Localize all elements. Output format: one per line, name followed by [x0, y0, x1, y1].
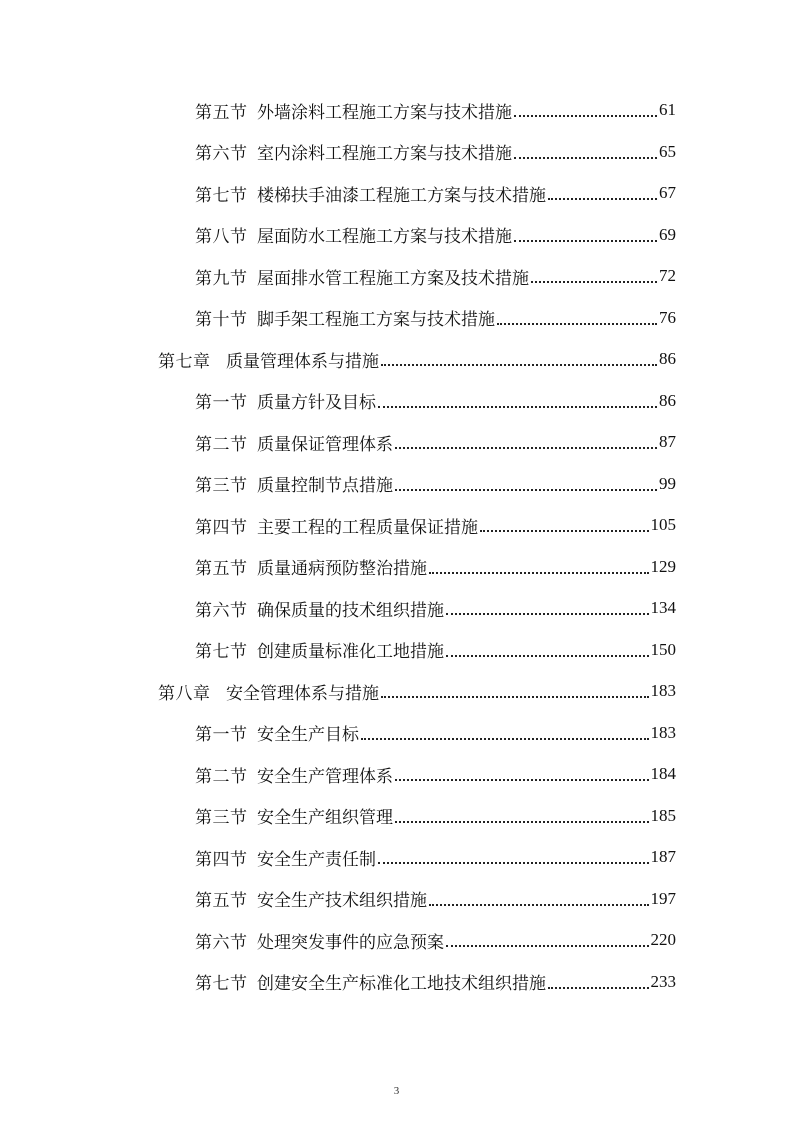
toc-entry-title: 外墙涂料工程施工方案与技术措施	[257, 102, 512, 123]
dot-leader	[497, 322, 657, 325]
dot-leader	[429, 903, 649, 906]
dot-leader	[548, 197, 657, 200]
toc-entry-page: 99	[659, 473, 676, 493]
toc-entry-prefix: 第二节	[195, 766, 248, 787]
toc-entry-page: 86	[659, 349, 676, 368]
toc-entry[interactable]	[195, 381, 676, 421]
toc-entry-page: 233	[650, 971, 676, 991]
toc-entry-title: 质量通病预防整治措施	[257, 559, 427, 579]
toc-entry[interactable]	[195, 215, 676, 255]
toc-entry[interactable]	[195, 90, 676, 130]
toc-chapter-entry[interactable]	[158, 671, 676, 711]
dot-leader	[378, 405, 657, 408]
toc-entry[interactable]	[195, 962, 676, 1002]
toc-entry-title: 质量管理体系与措施	[226, 351, 379, 372]
toc-entry[interactable]	[195, 879, 676, 919]
dot-leader	[381, 363, 657, 366]
toc-entry-prefix: 第七节	[195, 642, 248, 662]
toc-entry-page: 87	[659, 432, 676, 451]
toc-entry-page: 134	[650, 598, 676, 617]
toc-entry-prefix: 第七节	[195, 974, 248, 994]
toc-entry-page: 187	[650, 847, 676, 866]
toc-entry-prefix: 第二节	[195, 434, 248, 455]
dot-leader	[381, 695, 649, 698]
dot-leader	[395, 778, 649, 781]
toc-entry-page: 220	[650, 930, 676, 949]
toc-entry-title: 质量控制节点措施	[257, 476, 393, 496]
dot-leader	[531, 280, 657, 283]
toc-entry[interactable]	[195, 132, 676, 172]
toc-chapter-entry[interactable]	[158, 339, 676, 379]
dot-leader	[514, 114, 657, 117]
toc-entry-page: 105	[650, 515, 676, 534]
toc-entry-prefix: 第四节	[195, 849, 248, 870]
toc-entry-title: 安全生产技术组织措施	[257, 891, 427, 911]
toc-entry-prefix: 第九节	[195, 268, 248, 289]
toc-entry-prefix: 第八章	[158, 683, 211, 704]
toc-entry-title: 安全生产目标	[257, 725, 359, 745]
toc-entry-prefix: 第五节	[195, 559, 248, 579]
toc-entry-prefix: 第七章	[158, 351, 211, 372]
toc-entry-title: 主要工程的工程质量保证措施	[257, 517, 478, 538]
toc-entry-page: 65	[659, 141, 676, 161]
toc-entry-page: 72	[659, 266, 676, 285]
dot-leader	[480, 529, 649, 532]
toc-entry-page: 185	[650, 805, 676, 825]
toc-entry-prefix: 第十节	[195, 310, 248, 330]
toc-entry-page: 183	[650, 681, 676, 700]
toc-entry[interactable]	[195, 630, 676, 670]
toc-entry-title: 创建质量标准化工地措施	[257, 642, 444, 662]
toc-entry-page: 184	[650, 764, 676, 783]
toc-entry-title: 楼梯扶手油漆工程施工方案与技术措施	[257, 185, 546, 206]
toc-entry-title: 室内涂料工程施工方案与技术措施	[257, 144, 512, 164]
toc-entry-title: 处理突发事件的应急预案	[257, 932, 444, 953]
dot-leader	[514, 156, 657, 159]
toc-entry[interactable]	[195, 298, 676, 338]
dot-leader	[446, 654, 649, 657]
toc-entry-title: 安全生产责任制	[257, 849, 376, 870]
toc-entry-prefix: 第三节	[195, 808, 248, 828]
dot-leader	[446, 944, 649, 947]
toc-entry-page: 86	[659, 390, 676, 410]
toc-entry-title: 质量方针及目标	[257, 393, 376, 413]
toc-entry-title: 确保质量的技术组织措施	[257, 600, 444, 621]
toc-entry[interactable]	[195, 422, 676, 462]
toc-entry-title: 屋面防水工程施工方案与技术措施	[257, 227, 512, 247]
dot-leader	[429, 571, 649, 574]
toc-entry-title: 质量保证管理体系	[257, 434, 393, 455]
toc-entry-page: 183	[650, 722, 676, 742]
toc-entry-prefix: 第七节	[195, 185, 248, 206]
toc-entry[interactable]	[195, 464, 676, 504]
dot-leader	[395, 820, 649, 823]
toc-entry-title: 创建安全生产标准化工地技术组织措施	[257, 974, 546, 994]
dot-leader	[395, 446, 657, 449]
page-number: 3	[393, 1085, 400, 1097]
toc-entry-prefix: 第四节	[195, 517, 248, 538]
toc-entry-page: 67	[659, 183, 676, 202]
toc-entry-prefix: 第五节	[195, 102, 248, 123]
toc-entry[interactable]	[195, 588, 676, 628]
toc-entry-page: 61	[659, 100, 676, 119]
toc-entry[interactable]	[195, 256, 676, 296]
toc-entry-title: 脚手架工程施工方案与技术措施	[257, 310, 495, 330]
dot-leader	[378, 861, 649, 864]
toc-entry-title: 安全生产管理体系	[257, 766, 393, 787]
toc-entry[interactable]	[195, 837, 676, 877]
toc-entry-prefix: 第五节	[195, 891, 248, 911]
toc-entry-prefix: 第一节	[195, 393, 248, 413]
toc-entry-prefix: 第三节	[195, 476, 248, 496]
toc-entry[interactable]	[195, 713, 676, 753]
toc-entry-prefix: 第六节	[195, 600, 248, 621]
toc-entry-title: 安全管理体系与措施	[226, 683, 379, 704]
dot-leader	[395, 488, 657, 491]
dot-leader	[514, 239, 657, 242]
toc-entry[interactable]	[195, 547, 676, 587]
toc-entry[interactable]	[195, 505, 676, 545]
toc-entry-prefix: 第六节	[195, 144, 248, 164]
toc-entry-prefix: 第八节	[195, 227, 248, 247]
toc-entry-page: 76	[659, 307, 676, 327]
toc-entry-page: 150	[650, 639, 676, 659]
toc-entry[interactable]	[195, 920, 676, 960]
dot-leader	[361, 737, 649, 740]
toc-entry-page: 69	[659, 224, 676, 244]
toc-entry-title: 安全生产组织管理	[257, 808, 393, 828]
toc-entry-page: 129	[650, 556, 676, 576]
toc-entry-prefix: 第六节	[195, 932, 248, 953]
toc-entry-title: 屋面排水管工程施工方案及技术措施	[257, 268, 529, 289]
toc-entry[interactable]	[195, 173, 676, 213]
toc-entry-page: 197	[650, 888, 676, 908]
toc-entry[interactable]	[195, 796, 676, 836]
toc-entry-prefix: 第一节	[195, 725, 248, 745]
dot-leader	[548, 986, 649, 989]
toc-entry[interactable]	[195, 754, 676, 794]
dot-leader	[446, 612, 649, 615]
